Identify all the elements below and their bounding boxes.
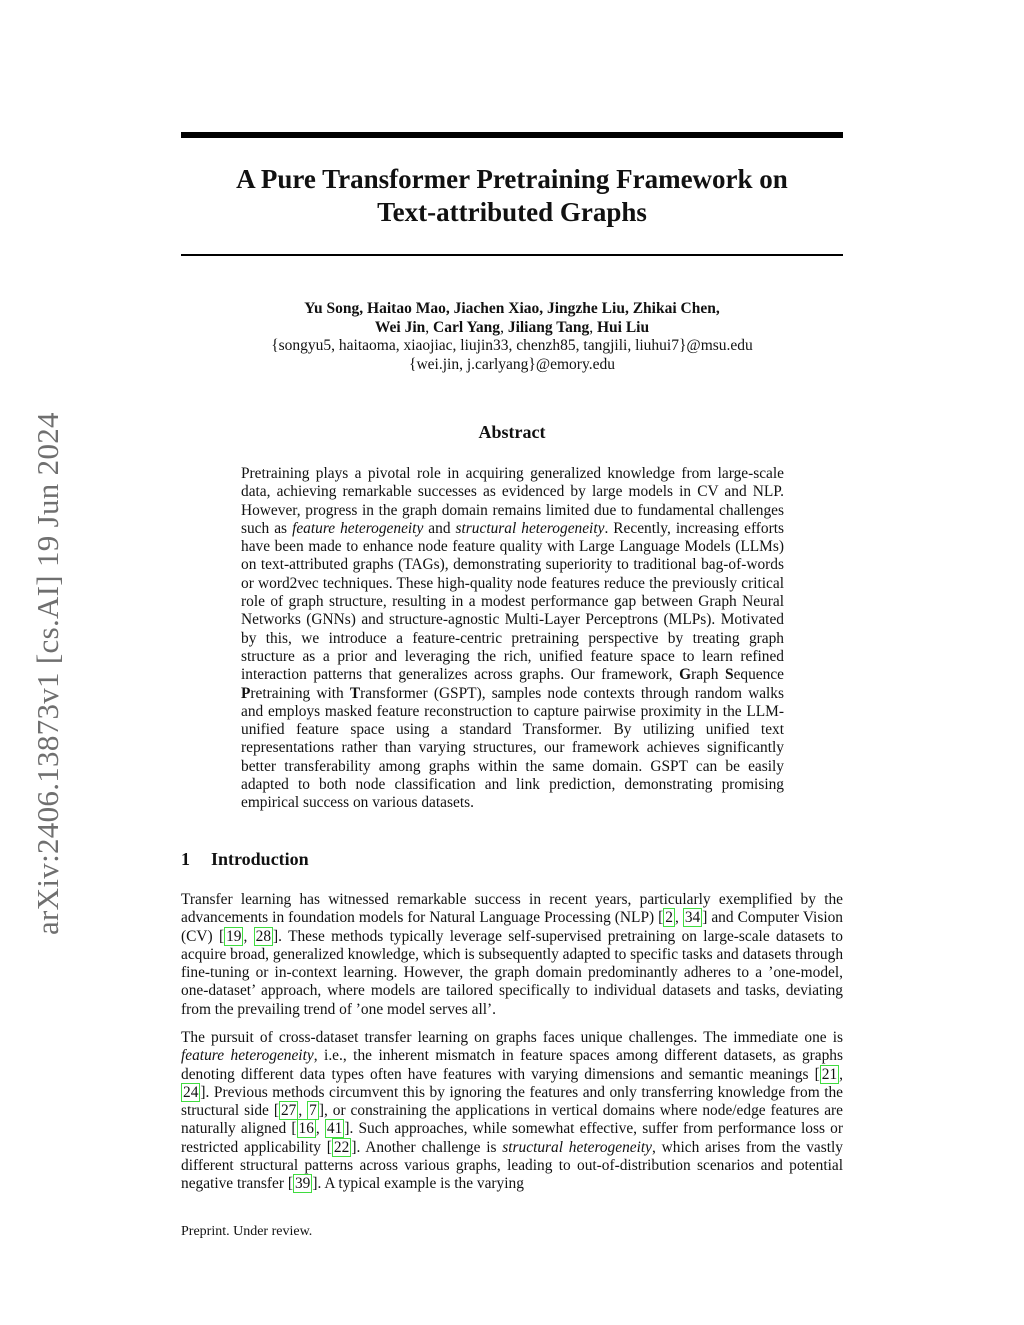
author-line-2 xyxy=(181,319,843,338)
section-number: 1 xyxy=(181,849,190,869)
paragraph-segment: ] and Computer Vision (CV) [ xyxy=(181,909,843,945)
intro-paragraph-1 xyxy=(181,891,843,1019)
abstract-emphasis: structural heterogeneity xyxy=(455,519,605,537)
acronym-letter: P xyxy=(241,684,251,702)
citation-link[interactable]: 41 xyxy=(326,1120,343,1138)
acronym-letter: G xyxy=(679,666,692,684)
citation-link[interactable]: 16 xyxy=(298,1120,314,1138)
author-wei-jin: Wei Jin xyxy=(374,318,426,336)
paragraph-segment: ]. Previous methods circumvent this by ignoring the features and only transferring knowledge from the structural side [ xyxy=(181,1083,843,1120)
paragraph-segment: Transfer learning has witnessed remarkable success in recent years, particularly exemplified by the advancements in foundation models for Natural Language Processing (NLP) [ xyxy=(181,891,843,927)
paragraph-emphasis: feature heterogeneity xyxy=(181,1047,314,1065)
citation-separator: , xyxy=(839,1065,843,1083)
paragraph-segment: , which arises from the vastly different structural patterns across various graphs, leading to out-of-distribution scenarios and potential negative transfer [ xyxy=(181,1138,843,1193)
abstract-segment: . Recently, increasing efforts have been made to enhance node feature quality with Large Language Models (LLMs) on text-attributed graphs (TAGs), demonstrating superiority to traditional bag-of-words or word2vec techniques. These high-quality node features reduce the previously critical role of graph structure, resulting in a modest performance gap between Graph Neural Networks (GNNs) and structure-agnostic Multi-Layer Perceptrons (MLPs). Motivated by this, we introduce a feature-centric pretraining perspective by treating graph structure as a prior and leveraging the rich, unified feature space to learn refined interaction patterns that generalizes across graphs. Our framework, xyxy=(241,519,784,684)
citation-separator: , xyxy=(243,927,254,945)
citation-separator: , xyxy=(298,1102,308,1120)
paragraph-segment: ]. A typical example is the varying xyxy=(312,1175,524,1193)
citation-link[interactable]: 22 xyxy=(333,1138,350,1156)
citation-link[interactable]: 28 xyxy=(255,927,272,945)
citation-link[interactable]: 19 xyxy=(226,927,242,945)
abstract-emphasis: feature heterogeneity xyxy=(292,519,424,537)
acronym-letter: S xyxy=(725,666,734,684)
citation-link[interactable]: 24 xyxy=(183,1083,199,1101)
author-separator: , xyxy=(589,318,597,336)
author-names-1: Yu Song, Haitao Mao, Jiachen Xiao, Jingzhe Liu, Zhikai Chen, xyxy=(304,300,720,317)
title-line-2: Text-attributed Graphs xyxy=(377,197,647,227)
paragraph-segment: The pursuit of cross-dataset transfer learning on graphs faces unique challenges. The immediate one is xyxy=(181,1029,843,1046)
citation-separator: , xyxy=(674,909,683,927)
abstract-segment: equence xyxy=(733,666,784,684)
author-line-1 xyxy=(181,300,843,319)
abstract-text xyxy=(241,465,784,813)
author-separator: , xyxy=(500,318,508,336)
title-bottom-rule xyxy=(181,254,843,256)
citation-link[interactable]: 27 xyxy=(280,1102,297,1120)
abstract-segment: ransformer (GSPT), samples node contexts through random walks and employs masked feature reconstruction to capture pairwise proximity in the LLM-unified feature space using a standard Transformer. By utilizing unified text representations rather than varying structures, our framework achieves significantly better transferability among graphs within the same domain. GSPT can be easily adapted to both node classification and link prediction, demonstrating promising empirical success on various datasets. xyxy=(241,684,784,812)
paragraph-emphasis: structural heterogeneity xyxy=(502,1138,652,1156)
arxiv-identifier-stamp: arXiv:2406.13873v1 [cs.AI] 19 Jun 2024 xyxy=(30,412,65,935)
author-hui-liu: Hui Liu xyxy=(596,318,650,336)
author-emails-emory: {wei.jin, j.carlyang}@emory.edu xyxy=(409,355,615,373)
paragraph-segment: ]. These methods typically leverage self-supervised pretraining on large-scale datasets to acquire broad, generalized knowledge, which is subsequently adapted to specific tasks and datasets through fine-tuning or in-context learning. However, the graph domain predominantly adheres to a ’one-model, one-dataset’ approach, where models are tailored specifically to individual datasets and tasks, deviating from the prevailing trend of ’one model serves all’. xyxy=(181,927,844,1018)
paragraph-segment: ]. Such approaches, while somewhat effective, suffer from performance loss or restricted applicability [ xyxy=(181,1120,843,1156)
abstract-segment: Pretraining plays a pivotal role in acquiring generalized knowledge from large-scale data, achieving remarkable successes as evidenced by large models in CV and NLP. However, progress in the graph domain remains limited due to fundamental challenges such as xyxy=(241,465,784,537)
title-top-rule xyxy=(181,132,843,138)
author-carl-yang: Carl Yang xyxy=(433,318,501,336)
author-separator: , xyxy=(425,318,434,336)
abstract-segment: and xyxy=(423,519,456,537)
paragraph-segment: ], or constraining the applications in vertical domains where node/edge features are naturally aligned [ xyxy=(181,1102,843,1138)
citation-link[interactable]: 21 xyxy=(821,1065,838,1083)
acronym-letter: T xyxy=(349,684,361,702)
citation-link[interactable]: 34 xyxy=(684,909,701,927)
section-heading-introduction xyxy=(181,849,843,870)
citation-link[interactable]: 2 xyxy=(665,909,673,927)
abstract-heading: Abstract xyxy=(478,422,546,442)
abstract-segment: raph xyxy=(691,666,726,684)
citation-link[interactable]: 39 xyxy=(294,1175,311,1193)
author-emails-msu: {songyu5, haitaoma, xiaojiac, liujin33, chenzh85, tangjili, liuhui7}@msu.edu xyxy=(271,337,753,354)
abstract-segment: retraining with xyxy=(250,684,350,702)
citation-link[interactable]: 7 xyxy=(309,1102,317,1120)
paragraph-segment: , i.e., the inherent mismatch in feature spaces among different datasets, as graphs denoting different data types often have features with varying dimensions and semantic meanings [ xyxy=(181,1047,843,1083)
footer-note: Preprint. Under review. xyxy=(181,1224,313,1239)
citation-separator: , xyxy=(315,1120,325,1138)
intro-paragraph-2 xyxy=(181,1029,843,1194)
author-block xyxy=(181,300,843,374)
paragraph-segment: ]. Another challenge is xyxy=(351,1138,503,1156)
author-jiliang-tang: Jiliang Tang xyxy=(507,318,590,336)
section-title: Introduction xyxy=(211,849,309,869)
title-line-1: A Pure Transformer Pretraining Framework on xyxy=(236,164,788,194)
paper-title xyxy=(181,163,843,229)
